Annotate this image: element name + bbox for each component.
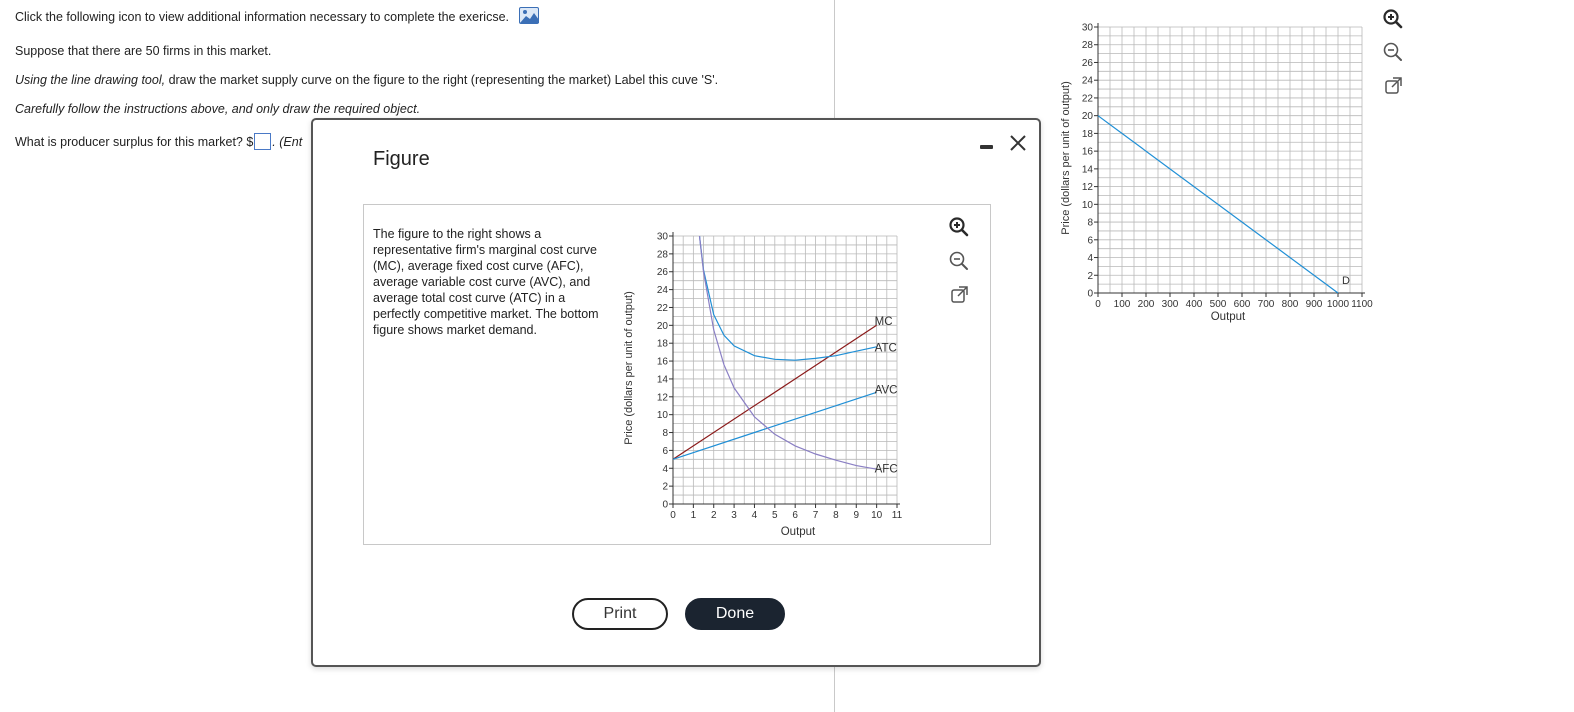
- demand-curve-label: D: [1342, 275, 1350, 287]
- close-icon[interactable]: [1007, 132, 1029, 154]
- y-tick-label: 6: [662, 445, 668, 457]
- y-tick-label: 22: [656, 302, 668, 314]
- x-tick-label: 100: [1113, 299, 1131, 310]
- y-tick-label: 24: [656, 285, 668, 297]
- firm-y-axis-label: Price (dollars per unit of output): [623, 291, 635, 445]
- x-tick-label: 300: [1161, 299, 1179, 310]
- firm-grid: [673, 232, 900, 504]
- y-tick-label: 28: [656, 249, 668, 261]
- y-tick-label: 12: [656, 392, 668, 404]
- zoom-out-icon[interactable]: [947, 249, 971, 273]
- firm-cost-graph[interactable]: [619, 213, 939, 543]
- instruction-line-1: [15, 9, 539, 26]
- y-tick-label: 16: [1081, 146, 1093, 158]
- y-tick-label: 10: [656, 410, 668, 422]
- curve-label-atc: ATC: [874, 342, 897, 355]
- y-tick-label: 26: [656, 267, 668, 279]
- x-tick-label: 7: [812, 510, 819, 521]
- x-tick-label: 5: [772, 510, 778, 521]
- y-tick-label: 20: [1081, 111, 1093, 123]
- instruction-line-2: Suppose that there are 50 firms in this market.: [15, 44, 272, 58]
- print-button[interactable]: Print: [572, 598, 668, 630]
- x-tick-label: 800: [1281, 299, 1299, 310]
- x-tick-label: 10: [871, 510, 883, 521]
- x-tick-label: 3: [731, 510, 737, 521]
- instruction-text: draw the market supply curve on the figure to the right (representing the market) Label this cuve 'S'.: [165, 73, 719, 87]
- curve-label-mc: MC: [874, 315, 893, 328]
- y-tick-label: 28: [1081, 40, 1093, 52]
- y-tick-label: 24: [1081, 75, 1093, 87]
- x-tick-label: 11: [891, 510, 903, 521]
- zoom-in-icon[interactable]: [1381, 7, 1405, 31]
- figure-panel: [363, 204, 991, 545]
- x-tick-label: 1: [690, 510, 697, 521]
- x-tick-label: 400: [1185, 299, 1203, 310]
- y-tick-label: 30: [1081, 22, 1093, 34]
- y-tick-label: 10: [1081, 199, 1093, 211]
- image-icon[interactable]: [519, 7, 539, 24]
- figure-modal: [311, 118, 1041, 667]
- y-tick-label: 4: [1087, 253, 1093, 265]
- y-tick-label: 2: [1087, 270, 1093, 282]
- x-tick-label: 6: [792, 510, 798, 521]
- curve-label-afc: AFC: [874, 463, 898, 476]
- y-tick-label: 16: [656, 356, 668, 368]
- market-y-axis-label: Price (dollars per unit of output): [1060, 81, 1072, 235]
- market-x-axis-label: Output: [1210, 311, 1246, 323]
- y-tick-label: 8: [1087, 217, 1093, 229]
- x-tick-label: 0: [1095, 299, 1101, 310]
- zoom-in-icon[interactable]: [947, 215, 971, 239]
- y-tick-label: 14: [656, 374, 668, 386]
- y-tick-label: 18: [656, 338, 668, 350]
- line-tool-reference: Using the line drawing tool,: [15, 73, 166, 87]
- minimize-icon[interactable]: [979, 136, 995, 154]
- y-tick-label: 4: [662, 463, 668, 475]
- x-tick-label: 1000: [1326, 299, 1350, 310]
- producer-surplus-question: What is producer surplus for this market? $: [15, 134, 254, 149]
- x-tick-label: 0: [670, 510, 676, 521]
- x-tick-label: 4: [751, 510, 758, 521]
- market-ticks: [1082, 23, 1373, 311]
- done-button[interactable]: Done: [685, 598, 785, 630]
- external-link-icon[interactable]: [1381, 74, 1405, 98]
- modal-title: Figure: [373, 148, 430, 170]
- y-tick-label: 18: [1081, 128, 1093, 140]
- zoom-out-icon[interactable]: [1381, 40, 1405, 64]
- x-tick-label: 700: [1257, 299, 1275, 310]
- x-tick-label: 8: [833, 510, 839, 521]
- x-tick-label: 500: [1209, 299, 1227, 310]
- y-tick-label: 0: [662, 499, 668, 511]
- x-tick-label: 1100: [1351, 299, 1373, 310]
- instruction-line-5: [15, 134, 302, 151]
- x-tick-label: 900: [1305, 299, 1323, 310]
- y-tick-label: 26: [1081, 57, 1093, 69]
- y-tick-label: 6: [1087, 235, 1093, 247]
- y-tick-label: 22: [1081, 93, 1093, 105]
- curve-label-avc: AVC: [874, 384, 898, 397]
- y-tick-label: 20: [656, 320, 668, 332]
- y-tick-label: 30: [656, 231, 668, 243]
- firm-curve-labels: [875, 316, 898, 475]
- external-link-icon[interactable]: [947, 283, 971, 307]
- instruction-line-3: [15, 73, 718, 87]
- answer-hint: . (Ent: [272, 134, 303, 149]
- y-tick-label: 2: [662, 481, 668, 493]
- instruction-line-4: Carefully follow the instructions above, and only draw the required object.: [15, 102, 421, 116]
- x-tick-label: 600: [1233, 299, 1251, 310]
- y-tick-label: 8: [662, 428, 668, 440]
- y-tick-label: 14: [1081, 164, 1093, 176]
- market-demand-graph[interactable]: [1050, 10, 1380, 328]
- y-tick-label: 0: [1087, 288, 1093, 300]
- instruction-text: Click the following icon to view additional information necessary to complete the exericse.: [15, 9, 509, 24]
- market-grid: [1098, 23, 1365, 293]
- x-tick-label: 200: [1137, 299, 1155, 310]
- x-tick-label: 2: [710, 510, 717, 521]
- x-tick-label: 9: [853, 510, 860, 521]
- figure-description: The figure to the right shows a representative firm's marginal cost curve (MC), average fixed cost curve (AFC), average variable cost curve (AVC), and average total cost curve (ATC) in a perfectly competitive market. The bottom figure shows market demand.: [373, 227, 599, 337]
- firm-x-axis-label: Output: [780, 526, 816, 538]
- series-atc-line: [700, 236, 877, 360]
- producer-surplus-input[interactable]: [254, 133, 271, 150]
- y-tick-label: 12: [1081, 182, 1093, 194]
